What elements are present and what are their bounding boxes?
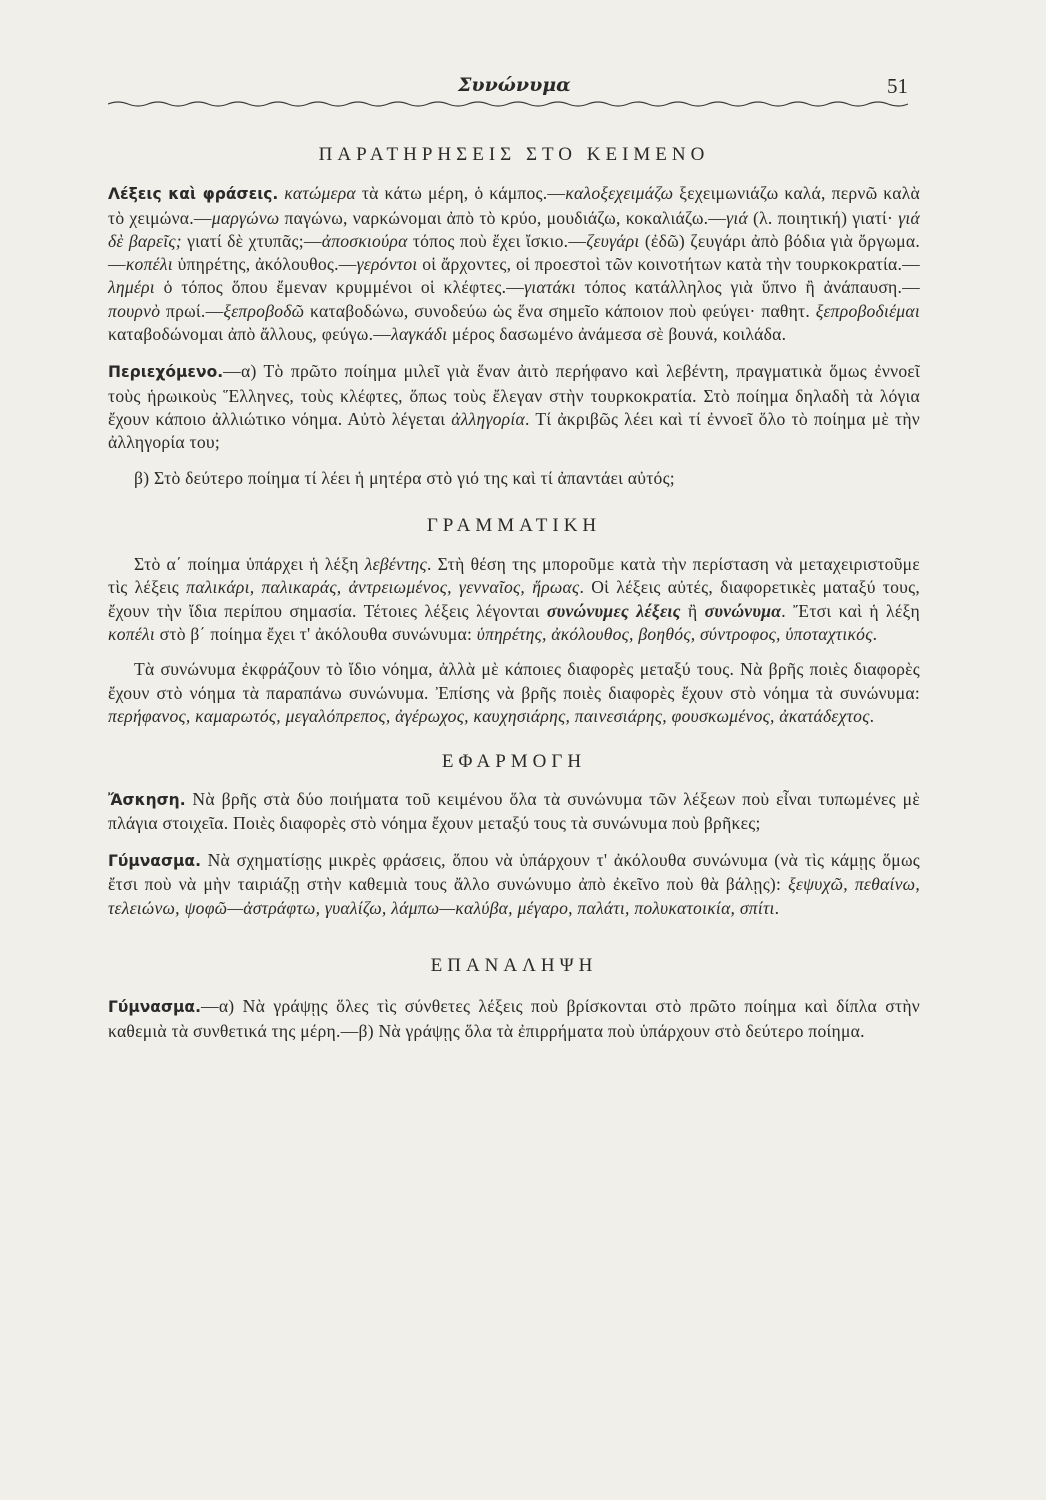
words-and-phrases: Λέξεις καὶ φράσεις. κατώμερα τὰ κάτω μέρη, ὁ κάμπος.—καλοξεχειμάζω ξεχειμωνιάζω καλά, περνῶ καλὰ τὸ χειμώνα.—μαργώνω παγώνω, ναρκώνομαι ἀπὸ τὸ κρύο, μουδιάζω, κοκαλιάζω.—γιά (λ. ποιητική) γιατί· γιά δὲ βαρεῖς; γιατί δὲ χτυπᾶς;—ἀποσκιούρα τόπος ποὺ ἔχει ἴσκιο.—ζευγάρι (ἐδῶ) ζευγάρι ἀπὸ βόδια γιὰ ὄργωμα.—κοπέλι ὑπηρέτης, ἀκόλουθος.—γερόντοι οἱ ἄρχοντες, οἱ προεστοὶ τῶν κοινοτήτων κατὰ τὴν τουρκοκρατία.—λημέρι ὁ τόπος ὅπου ἔμεναν κρυμμένοι οἱ κλέφτες.—γιατάκι τόπος κατάλληλος γιὰ ὕπνο ἢ ἀνάπαυση.—πουρνὸ πρωί.—ξεπροβοδῶ καταβοδώνω, συνοδεύω ὡς ἕνα σημεῖο κάποιον ποὺ φεύγει· παθητ. ξεπροβοδιέμαι καταβοδώνομαι ἀπὸ ἄλλους, φεύγω.—λαγκάδι μέρος δασωμένο ἀνάμεσα σὲ βουνά, κοιλάδα. xyxy=(108,183,921,345)
words-label: Λέξεις καὶ φράσεις. xyxy=(108,185,279,204)
section-heading-application: ΕΦΑΡΜΟΓΗ xyxy=(441,751,587,773)
content-question-b: β) Στὸ δεύτερο ποίημα τί λέει ἡ μητέρα στὸ γιό της καὶ τί ἀπαντάει αὐτός; xyxy=(134,467,675,488)
section-heading-grammar: ΓΡΑΜΜΑΤΙΚΗ xyxy=(426,514,602,536)
wavy-rule xyxy=(108,100,908,108)
practice-label: Γύμνασμα. xyxy=(108,852,201,871)
grammar-paragraph-1: Στὸ α΄ ποίημα ὑπάρχει ἡ λέξη λεβέντης. Στὴ θέση της μποροῦμε κατὰ τὴν περίσταση νὰ μεταχειριστοῦμε τὶς λέξεις παλικάρι, παλικαράς, ἀντρειωμένος, γενναῖος, ἥρωας. Οἱ λέξεις αὐτές, διαφορετικὲς ματαξύ τους, ἔχουν τὴν ἴδια περίπου σημασία. Τέτοιες λέξεις λέγονται συνώνυμες λέξεις ἢ συνώνυμα. Ἔτσι καὶ ἡ λέξη κοπέλι στὸ β΄ ποίημα ἔχει τ' ἀκόλουθα συνώνυμα: ὑπηρέτης, ἀκόλουθος, βοηθός, σύντροφος, ὑποταχτικός. xyxy=(108,554,921,645)
review-label: Γύμνασμα. xyxy=(108,998,201,1017)
section-heading-notes: ΠΑΡΑΤΗΡΗΣΕΙΣ ΣΤΟ ΚΕΙΜΕΝΟ xyxy=(318,144,710,165)
content-paragraph: Περιεχόμενο.—α) Τὸ πρῶτο ποίημα μιλεῖ γιὰ ἕναν ἀιτὸ περήφανο καὶ λεβέντη, πραγματικὰ ὅμως ἐννοεῖ τοὺς ἡρωικοὺς Ἕλληνες, τοὺς κλέφτες, ὅπως τοὺς ἔλεγαν στὴν τουρκοκρατία. Στὸ ποίημα δηλαδὴ τὰ λόγια ἔχουν κάποιο ἀλλιώτικο νόημα. Αὐτὸ λέγεται ἀλληγορία. Τί ἀκριβῶς λέει καὶ τί ἐννοεῖ ὅλο τὸ ποίημα μὲ τὴν ἀλληγορία του; xyxy=(108,361,920,453)
page-body xyxy=(108,143,920,1043)
grammar-paragraph-2: Τὰ συνώνυμα ἐκφράζουν τὸ ἴδιο νόημα, ἀλλὰ μὲ κάποιες διαφορὲς μεταξύ τους. Νὰ βρῆς ποιὲς διαφορὲς ἔχουν στὸ νόημα τὰ παραπάνω συνώνυμα. Ἐπίσης νὰ βρῆς ποιὲς διαφορὲς ἔχουν στὸ νόημα τὰ συνώνυμα: περήφανος, καμαρωτός, μεγαλόπρεπος, ἀγέρωχος, καυχησιάρης, παινεσιάρης, φουσκωμένος, ἀκατάδεχτος. xyxy=(108,659,920,726)
practice-paragraph: Γύμνασμα. Νὰ σχηματίσῃς μικρὲς φράσεις, ὅπου νὰ ὑπάρχουν τ' ἀκόλουθα συνώνυμα (νὰ τὶς κάμῃς ὅμως ἔτσι ποὺ νὰ μὴν ταιριάζῃ στὴν καθεμιὰ τους ἄλλο συνώνυμο ἀπὸ ἐκεῖνο ποὺ θὰ βάλῃς): ξεψυχῶ, πεθαίνω, τελειώνω, ψοφῶ—ἀστράφτω, γυαλίζω, λάμπω—καλύβα, μέγαρο, παλάτι, πολυκατοικία, σπίτι. xyxy=(108,850,920,918)
exercise-label: Ἄσκηση. xyxy=(108,790,186,809)
page-header xyxy=(108,72,908,112)
running-title: Συνώνυμα xyxy=(458,74,571,96)
section-heading-review: ΕΠΑΝΑΛΗΨΗ xyxy=(430,955,598,977)
exercise-paragraph: Ἄσκηση. Νὰ βρῆς στὰ δύο ποιήματα τοῦ κειμένου ὅλα τὰ συνώνυμα τῶν λέξεων ποὺ εἶναι τυπωμένες μὲ πλάγια στοιχεῖα. Ποιὲς διαφορὲς στὸ νόημα ἔχουν μεταξύ τους τὰ συνώνυμα ποὺ βρῆκες; xyxy=(108,788,920,833)
page-number: 51 xyxy=(887,74,908,98)
review-paragraph: Γύμνασμα.—α) Νὰ γράψῃς ὅλες τὶς σύνθετες λέξεις ποὺ βρίσκονται στὸ πρῶτο ποίημα καὶ δίπλα στὴν καθεμιὰ τὰ συνθετικά της μέρη.—β) Νὰ γράψῃς ὅλα τὰ ἐπιρρήματα ποὺ ὑπάρχουν στὸ δεύτερο ποίημα. xyxy=(108,996,920,1041)
content-label: Περιεχόμενο. xyxy=(108,363,224,382)
